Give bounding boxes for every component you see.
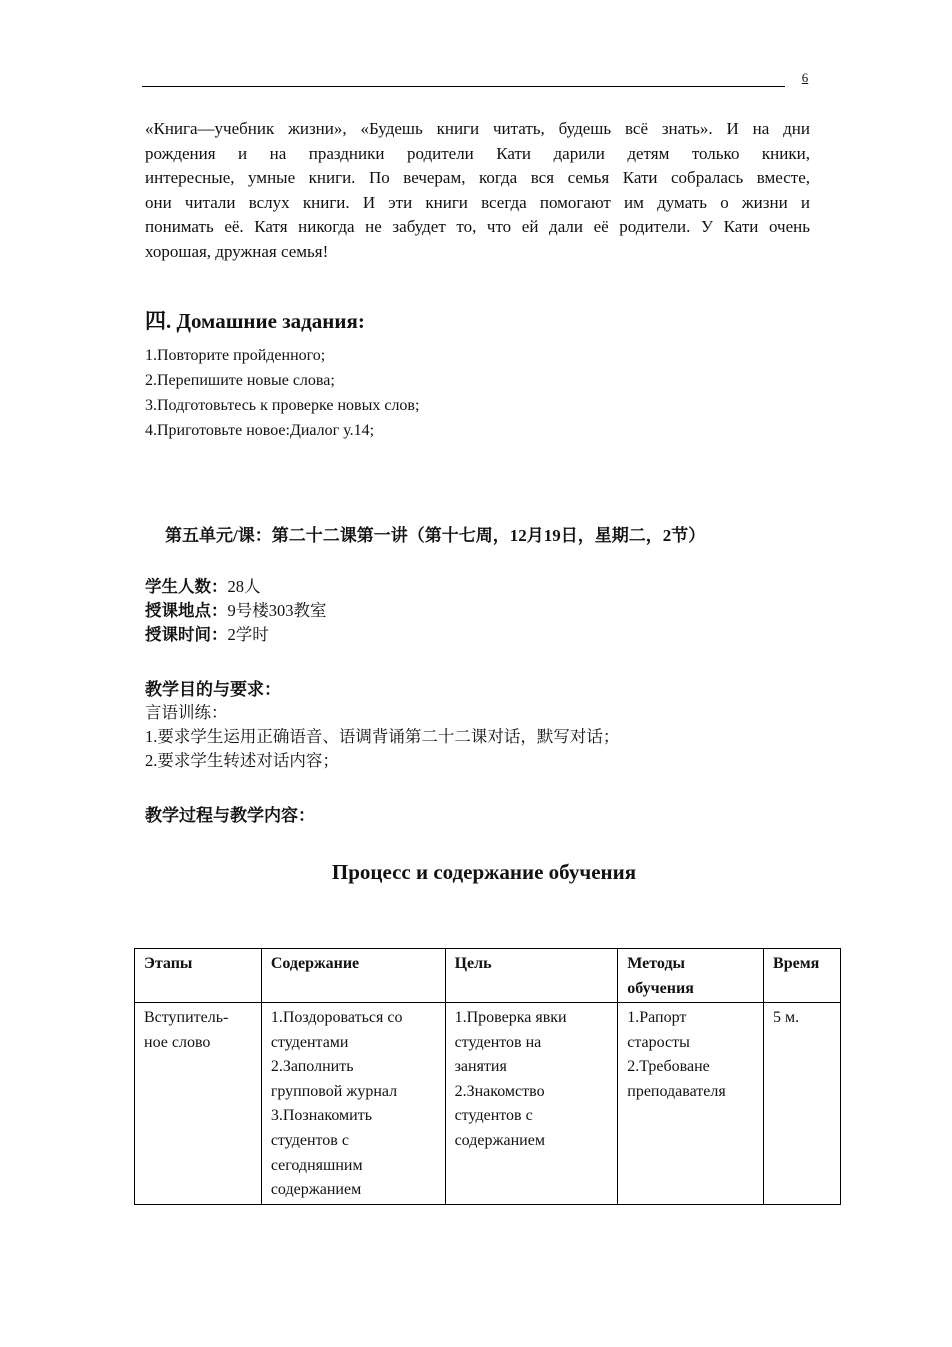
goals-list bbox=[145, 701, 619, 773]
homework-item: 1.Повторите пройденного; bbox=[145, 347, 326, 364]
cell-stage bbox=[135, 1003, 262, 1205]
time-row bbox=[145, 623, 327, 647]
goals-line: 1.要求学生运用正确语音、语调背诵第二十二课对话，默写对话； bbox=[145, 727, 620, 746]
cell-line: студентов на bbox=[454, 1033, 542, 1051]
cell-line: преподавателя bbox=[627, 1082, 726, 1100]
goals-line: 言语训练： bbox=[145, 703, 228, 722]
location-value: 9号楼303教室 bbox=[227, 601, 327, 620]
cell-line: 2.Заполнить bbox=[270, 1058, 354, 1076]
cell-line: 1.Рапорт bbox=[627, 1009, 687, 1026]
cell-line: ное слово bbox=[144, 1033, 211, 1051]
cell-line: 3.Познакомить bbox=[270, 1107, 372, 1125]
paragraph-line: они читали вслух книги. И эти книги всегда помогают им думать о жизни и bbox=[145, 192, 810, 212]
cell-line: групповой журнал bbox=[270, 1082, 398, 1100]
students-row bbox=[145, 575, 327, 599]
time-value: 2学时 bbox=[227, 625, 269, 644]
story-paragraph bbox=[145, 117, 810, 265]
time-label: 授课时间： bbox=[145, 625, 228, 644]
table-row bbox=[135, 1003, 841, 1205]
cell-line: 1.Проверка явки bbox=[454, 1009, 567, 1026]
lesson-info bbox=[145, 575, 327, 647]
cell-line: студентами bbox=[270, 1033, 349, 1051]
goals-heading: 教学目的与要求： bbox=[145, 680, 281, 699]
cell-content bbox=[261, 1003, 445, 1205]
cell-line: 1.Поздороваться со bbox=[270, 1009, 403, 1026]
paragraph-line: рождения и на праздники родители Кати дарили детям только кники, bbox=[145, 143, 810, 163]
cell-line: 2.Знакомство bbox=[454, 1082, 545, 1100]
homework-item: 2.Перепишите новые слова; bbox=[145, 372, 335, 389]
cell-time: 5 м. bbox=[764, 1003, 841, 1205]
cell-line: занятия bbox=[454, 1058, 507, 1076]
cell-goal bbox=[445, 1003, 618, 1205]
table-header-row bbox=[135, 949, 841, 1003]
homework-list bbox=[145, 343, 419, 443]
paragraph-line: хорошая, дружная семья! bbox=[145, 241, 329, 261]
lesson-title: 第五单元/课：第二十二课第一讲（第十七周，12月19日，星期二，2节） bbox=[165, 526, 706, 545]
location-row bbox=[145, 599, 327, 623]
cell-line: содержанием bbox=[454, 1131, 545, 1149]
cell-line: студентов с bbox=[454, 1107, 533, 1125]
page-number: 6 bbox=[801, 70, 809, 85]
goals-line: 2.要求学生转述对话内容； bbox=[145, 751, 339, 770]
header-goal: Цель bbox=[445, 949, 618, 1003]
cell-line: Вступитель- bbox=[144, 1009, 229, 1026]
paragraph-line: понимать её. Катя никогда не забудет то, что ей дали её родители. У Кати очень bbox=[145, 217, 810, 237]
students-label: 学生人数： bbox=[145, 577, 228, 596]
header-rule bbox=[142, 86, 785, 87]
cell-line: старосты bbox=[627, 1033, 690, 1051]
paragraph-line: интересные, умные книги. По вечерам, когда вся семья Кати собралась вместе, bbox=[145, 168, 810, 188]
students-value: 28人 bbox=[227, 577, 261, 596]
cell-line: содержанием bbox=[270, 1181, 362, 1199]
cell-line: студентов с bbox=[270, 1131, 349, 1149]
process-heading: 教学过程与教学内容： bbox=[145, 806, 315, 825]
cell-line: сегодняшним bbox=[270, 1156, 363, 1174]
paragraph-line: «Книга—учебник жизни», «Будешь книги читать, будешь всё знать». И на дни bbox=[145, 119, 810, 138]
header-stage: Этапы bbox=[135, 949, 262, 1003]
header-time: Время bbox=[764, 949, 841, 1003]
cell-methods bbox=[618, 1003, 764, 1205]
homework-item: 4.Приготовьте новое:Диалог у.14; bbox=[145, 422, 375, 439]
header-content: Содержание bbox=[261, 949, 445, 1003]
homework-item: 3.Подготовьтесь к проверке новых слов; bbox=[145, 397, 420, 414]
cell-line: 2.Требоване bbox=[627, 1058, 710, 1076]
homework-heading: 四. Домашние задания: bbox=[145, 309, 365, 333]
header-methods: Методы обучения bbox=[618, 949, 764, 1003]
location-label: 授课地点： bbox=[145, 601, 228, 620]
lesson-table bbox=[134, 948, 841, 1205]
table-title: Процесс и содержание обучения bbox=[331, 860, 637, 884]
